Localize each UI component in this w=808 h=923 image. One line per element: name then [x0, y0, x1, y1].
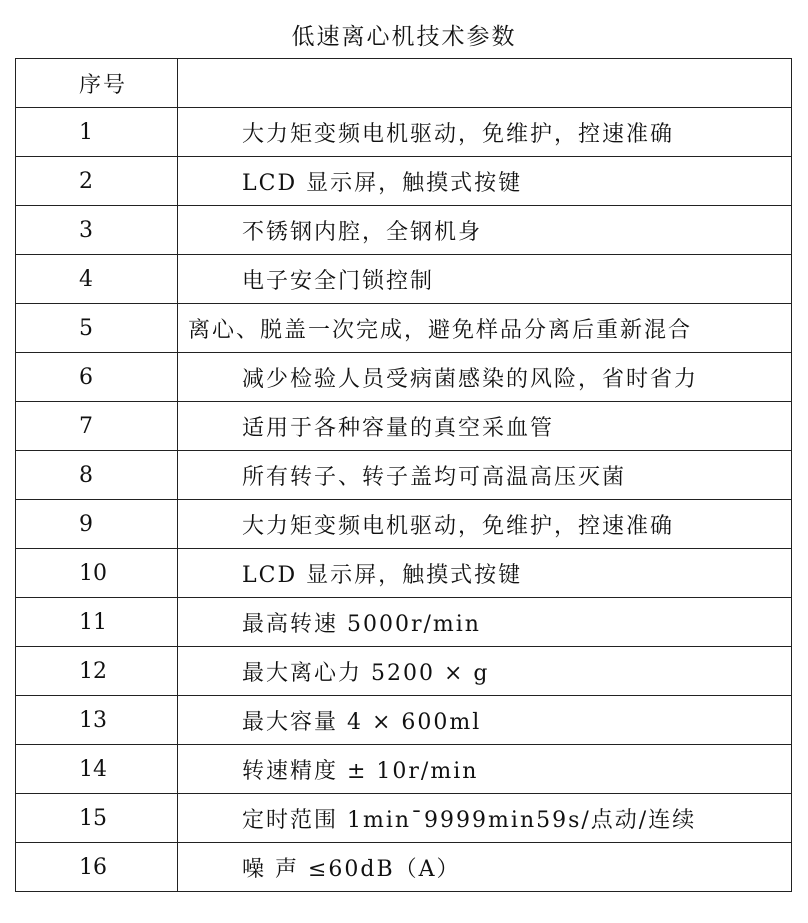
row-number: 14: [16, 745, 178, 794]
row-number: 12: [16, 647, 178, 696]
table-row: [16, 402, 792, 451]
table-row: [16, 108, 792, 157]
header-description-cell: [178, 59, 792, 108]
row-number: 3: [16, 206, 178, 255]
header-number-cell: 序号: [16, 59, 178, 108]
table-row: [16, 206, 792, 255]
row-number: 16: [16, 843, 178, 892]
row-description: 电子安全门锁控制: [178, 255, 792, 304]
row-description: 最大离心力 5200 × g: [178, 647, 792, 696]
table-row: [16, 598, 792, 647]
row-description: 转速精度 ± 10r/min: [178, 745, 792, 794]
row-description: 离心、脱盖一次完成，避免样品分离后重新混合: [178, 304, 792, 353]
document-title: 低速离心机技术参数: [291, 24, 517, 50]
row-number: 1: [16, 108, 178, 157]
table-row: [16, 353, 792, 402]
row-number: 15: [16, 794, 178, 843]
row-description: 大力矩变频电机驱动，免维护，控速准确: [178, 500, 792, 549]
table-row: [16, 696, 792, 745]
table-row: [16, 451, 792, 500]
spec-table: [15, 58, 792, 892]
table-row: [16, 745, 792, 794]
table-row: [16, 500, 792, 549]
table-row: [16, 549, 792, 598]
row-number: 6: [16, 353, 178, 402]
row-number: 5: [16, 304, 178, 353]
row-number: 8: [16, 451, 178, 500]
row-description: 最大容量 4 × 600ml: [178, 696, 792, 745]
row-description: LCD 显示屏，触摸式按键: [178, 157, 792, 206]
row-description: 噪 声 ≤60dB（A）: [178, 843, 792, 892]
row-number: 2: [16, 157, 178, 206]
row-description: LCD 显示屏，触摸式按键: [178, 549, 792, 598]
row-description: 不锈钢内腔，全钢机身: [178, 206, 792, 255]
table-row: [16, 843, 792, 892]
row-description: 适用于各种容量的真空采血管: [178, 402, 792, 451]
row-number: 13: [16, 696, 178, 745]
table-header-row: [16, 59, 792, 108]
row-description: 所有转子、转子盖均可高温高压灭菌: [178, 451, 792, 500]
row-number: 4: [16, 255, 178, 304]
table-row: [16, 647, 792, 696]
table-row: [16, 157, 792, 206]
row-description: 最高转速 5000r/min: [178, 598, 792, 647]
row-description: 大力矩变频电机驱动，免维护，控速准确: [178, 108, 792, 157]
table-row: [16, 255, 792, 304]
row-number: 11: [16, 598, 178, 647]
table-row: [16, 794, 792, 843]
row-number: 7: [16, 402, 178, 451]
row-description: 减少检验人员受病菌感染的风险，省时省力: [178, 353, 792, 402]
table-row: [16, 304, 792, 353]
row-number: 9: [16, 500, 178, 549]
row-number: 10: [16, 549, 178, 598]
row-description: 定时范围 1min¯9999min59s/点动/连续: [178, 794, 792, 843]
